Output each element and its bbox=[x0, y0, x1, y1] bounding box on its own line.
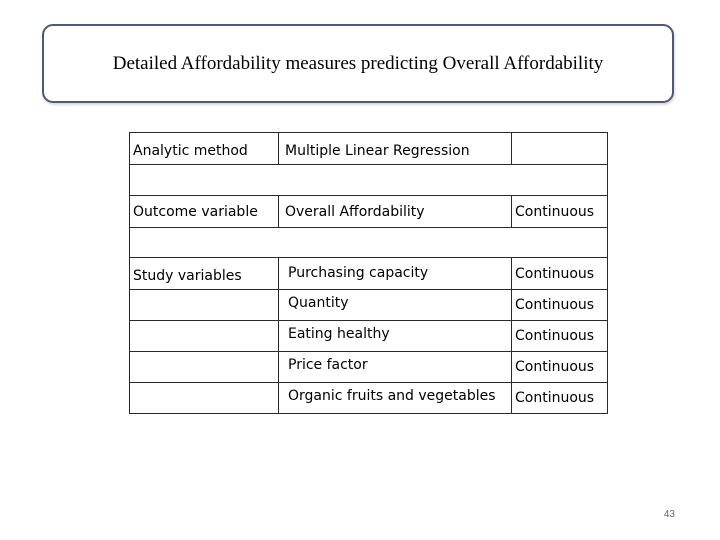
table-row-spacer bbox=[130, 228, 608, 258]
study-variables-label: Study variables bbox=[130, 258, 279, 290]
study-variable-name: Organic fruits and vegetables bbox=[279, 383, 512, 414]
outcome-variable-type: Continuous bbox=[512, 196, 608, 228]
study-variable-type: Continuous bbox=[512, 383, 608, 414]
table-row-study-variable bbox=[130, 290, 608, 321]
study-variable-type: Continuous bbox=[512, 258, 608, 290]
slide-title-box bbox=[42, 24, 674, 103]
spacer-cell bbox=[130, 228, 608, 258]
study-variable-type: Continuous bbox=[512, 352, 608, 383]
analysis-table bbox=[129, 132, 608, 414]
study-variable-name: Eating healthy bbox=[279, 321, 512, 352]
table-row-study-variable bbox=[130, 352, 608, 383]
analytic-method-value: Multiple Linear Regression bbox=[279, 133, 512, 165]
table-row-outcome-variable bbox=[130, 196, 608, 228]
analytic-method-label: Analytic method bbox=[130, 133, 279, 165]
spacer-cell bbox=[130, 165, 608, 196]
study-variable-type: Continuous bbox=[512, 290, 608, 321]
study-variable-name: Purchasing capacity bbox=[279, 258, 512, 290]
table-row-study-variable bbox=[130, 258, 608, 290]
table-row-analytic-method bbox=[130, 133, 608, 165]
slide-title: Detailed Affordability measures predicting Overall Affordability bbox=[112, 52, 604, 74]
empty-label-cell bbox=[130, 352, 279, 383]
analytic-method-empty-cell bbox=[512, 133, 608, 165]
outcome-variable-value: Overall Affordability bbox=[279, 196, 512, 228]
study-variable-name: Quantity bbox=[279, 290, 512, 321]
outcome-variable-label: Outcome variable bbox=[130, 196, 279, 228]
study-variable-type: Continuous bbox=[512, 321, 608, 352]
table-row-spacer bbox=[130, 165, 608, 196]
empty-label-cell bbox=[130, 321, 279, 352]
table-row-study-variable bbox=[130, 383, 608, 414]
empty-label-cell bbox=[130, 290, 279, 321]
study-variable-name: Price factor bbox=[279, 352, 512, 383]
table-row-study-variable bbox=[130, 321, 608, 352]
page-number: 43 bbox=[663, 509, 675, 520]
empty-label-cell bbox=[130, 383, 279, 414]
